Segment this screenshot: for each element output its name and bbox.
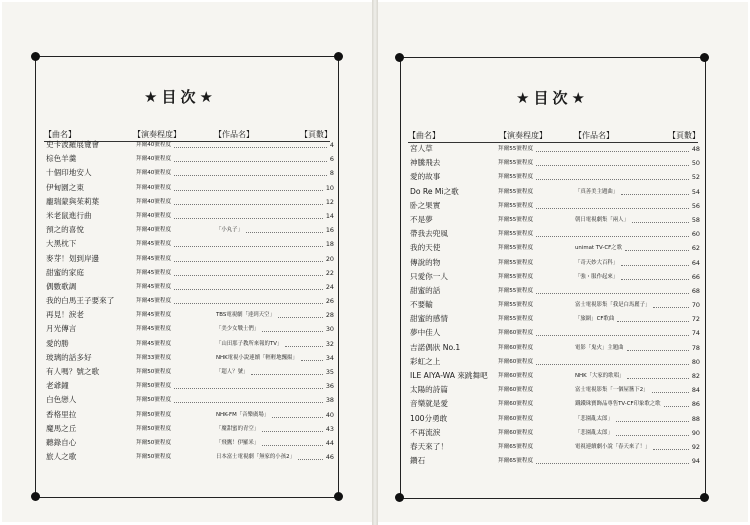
page-number: 34 xyxy=(325,353,334,362)
toc-entry xyxy=(46,337,334,351)
dot-leader xyxy=(536,236,689,237)
song-title: 十個印地安人 xyxy=(46,168,92,178)
play-level: 拜爾33號程度 xyxy=(136,354,172,361)
play-level: 拜爾45號程度 xyxy=(136,326,172,333)
song-title: 甜蜜的感情 xyxy=(410,314,448,324)
page-number: 56 xyxy=(691,201,700,210)
toc-entry xyxy=(46,393,334,407)
song-title: 愛的勝 xyxy=(46,338,69,348)
toc-entry xyxy=(410,256,700,270)
dot-leader xyxy=(174,190,323,191)
page-number: 30 xyxy=(325,325,334,334)
page-number: 80 xyxy=(691,357,700,366)
dot-leader xyxy=(174,204,323,205)
play-level: 拜爾50號程度 xyxy=(136,454,172,461)
toc-title: ★目次★ xyxy=(516,89,589,107)
song-title: 旅人之歌 xyxy=(46,452,77,462)
toc-entry xyxy=(410,156,700,170)
play-level: 拜爾60號程度 xyxy=(498,429,534,436)
page-number: 38 xyxy=(325,396,334,405)
song-title: 帶我去兜風 xyxy=(410,229,448,239)
page-number: 90 xyxy=(691,428,700,437)
dot-leader xyxy=(536,165,689,166)
work-name: 「奇天妙大百科」 xyxy=(575,259,619,266)
dot-leader xyxy=(174,147,327,148)
toc-entry xyxy=(46,280,334,294)
toc-entry xyxy=(46,223,334,237)
play-level: 拜爾45號程度 xyxy=(136,255,172,262)
play-level: 拜爾40號程度 xyxy=(136,212,172,219)
toc-entry xyxy=(410,412,700,426)
play-level: 拜爾45號程度 xyxy=(136,298,172,305)
song-title: 大黑枕下 xyxy=(46,239,77,249)
play-level: 拜爾65號程度 xyxy=(498,458,534,465)
song-title: 鑽石 xyxy=(410,456,426,466)
play-level: 拜爾60號程度 xyxy=(498,358,534,365)
work-name: 「旅網」CF歌曲 xyxy=(575,316,615,323)
toc-entry xyxy=(46,195,334,209)
dot-leader xyxy=(621,279,689,280)
header-work: 【作品名】 xyxy=(214,130,254,139)
toc-entry xyxy=(410,326,700,340)
header-song: 【曲名】 xyxy=(408,131,440,140)
frame-corner-dot xyxy=(700,53,709,62)
page-number: 86 xyxy=(691,400,700,409)
song-title: 香格里拉 xyxy=(46,409,77,419)
toc-entry xyxy=(46,450,334,464)
toc-entry xyxy=(410,270,700,284)
song-title: 愛的故事 xyxy=(410,172,441,182)
play-level: 拜爾45號程度 xyxy=(136,269,172,276)
song-title: 再見！淚老 xyxy=(46,310,84,320)
toc-entry xyxy=(410,170,700,184)
page-number: 6 xyxy=(329,155,334,164)
play-level: 拜爾40號程度 xyxy=(136,142,172,148)
toc-entry xyxy=(46,166,334,180)
song-title: 春天來了！ xyxy=(410,441,448,451)
toc-entry xyxy=(410,341,700,355)
page-number: 35 xyxy=(325,368,334,376)
page-number: 46 xyxy=(325,453,334,462)
dot-leader xyxy=(616,421,689,422)
play-level: 拜爾60號程度 xyxy=(498,415,534,422)
toc-entry xyxy=(410,440,700,454)
song-title: 彩虹之上 xyxy=(410,356,441,366)
dot-leader xyxy=(262,331,323,332)
toc-entry xyxy=(46,322,334,336)
song-title: 棕色羊羹 xyxy=(46,154,77,164)
toc-entry xyxy=(410,241,700,255)
work-name: 「小丸子」 xyxy=(216,227,243,234)
dot-leader xyxy=(536,463,689,464)
dot-leader xyxy=(536,208,689,209)
page-number: 74 xyxy=(691,329,700,338)
dot-leader xyxy=(536,335,689,336)
page-number: 12 xyxy=(325,197,334,206)
play-level: 拜爾45號程度 xyxy=(136,283,172,290)
page-number: 78 xyxy=(691,343,700,352)
frame-corner-dot xyxy=(395,493,404,502)
song-title: 我的天使 xyxy=(410,243,441,253)
dot-leader xyxy=(174,246,323,247)
work-name: TBS電視劇「達到天空」 xyxy=(216,312,275,319)
song-title: 甜蜜的話 xyxy=(410,285,441,295)
page-number: 26 xyxy=(325,297,334,306)
song-title: 神騰飛去 xyxy=(410,158,441,168)
song-title: 伊甸園之東 xyxy=(46,182,84,192)
toc-entry xyxy=(46,152,334,166)
song-title: 甜蜜的家庭 xyxy=(46,267,84,277)
right-page xyxy=(378,2,748,522)
play-level: 拜爾45號程度 xyxy=(136,340,172,347)
left-page xyxy=(2,2,372,522)
play-level: 拜爾40號程度 xyxy=(136,227,172,234)
dot-leader xyxy=(536,364,689,365)
song-title: 不要輸 xyxy=(410,300,433,310)
song-title: Do Re Mi之歌 xyxy=(410,186,459,196)
song-title: 有人嗎？號之歌 xyxy=(46,367,100,376)
page-number: 18 xyxy=(325,240,334,249)
song-title: 太陽的詩篇 xyxy=(410,385,448,395)
page-number: 70 xyxy=(691,301,700,310)
play-level: 拜爾55號程度 xyxy=(498,216,534,223)
song-title: 魔馬之丘 xyxy=(46,423,77,433)
dot-leader xyxy=(653,307,689,308)
dot-leader xyxy=(621,265,689,266)
play-level: 拜爾55號程度 xyxy=(498,302,534,309)
page-number: 14 xyxy=(325,211,334,220)
toc-entry xyxy=(410,199,700,213)
song-title: 麥芽！划到岸邊 xyxy=(46,253,100,263)
play-level: 拜爾50號程度 xyxy=(136,411,172,418)
dot-leader xyxy=(262,445,323,446)
play-level: 拜爾45號程度 xyxy=(136,312,172,319)
page-number: 88 xyxy=(691,414,700,423)
dot-leader xyxy=(174,161,327,162)
dot-leader xyxy=(285,346,323,347)
frame-corner-dot xyxy=(334,492,343,501)
work-name: 朝日電視劇集「兩人」 xyxy=(575,216,629,223)
play-level: 拜爾40號程度 xyxy=(136,156,172,163)
dot-leader xyxy=(272,417,323,418)
play-level: 拜爾60號程度 xyxy=(498,401,534,408)
dot-leader xyxy=(536,151,689,152)
toc-entry xyxy=(410,298,700,312)
toc-entry xyxy=(410,397,700,411)
toc-entry xyxy=(46,209,334,223)
frame-corner-dot xyxy=(334,52,343,61)
play-level: 拜爾65號程度 xyxy=(498,443,534,450)
toc-entry xyxy=(410,383,700,397)
toc-entry xyxy=(410,185,700,199)
work-name: 鐵鐵珠寶飾品專售TV-CF印象歌之歌 xyxy=(575,401,661,408)
toc-entry xyxy=(46,181,334,195)
dot-leader xyxy=(298,459,323,460)
song-title: 月光傳言 xyxy=(46,324,77,334)
work-name: unimat TV-CF之歌 xyxy=(575,245,622,252)
play-level: 拜爾60號程度 xyxy=(498,330,534,337)
page-number: 68 xyxy=(691,286,700,295)
toc-entry xyxy=(410,426,700,440)
page-number: 84 xyxy=(691,386,700,395)
dot-leader xyxy=(536,293,689,294)
dot-leader xyxy=(653,449,689,450)
song-title: 史卡波羅展覽會 xyxy=(46,140,100,149)
song-title: 白色戀人 xyxy=(46,395,77,405)
page-number: 20 xyxy=(325,254,334,263)
song-title: ILE AIYA-WA 來跳舞吧 xyxy=(410,371,488,380)
toc-entry xyxy=(410,284,700,298)
toc-entry xyxy=(46,308,334,322)
work-name: 「美少女戰士們」 xyxy=(216,326,260,333)
dot-leader xyxy=(174,289,323,290)
dot-leader xyxy=(251,374,323,375)
toc-entry xyxy=(410,142,700,156)
dot-leader xyxy=(278,317,323,318)
song-title: 夢中佳人 xyxy=(410,328,441,338)
page-number: 48 xyxy=(691,145,700,153)
toc-entry xyxy=(410,213,700,227)
work-name: 電視連續劇小說「春天來了！」 xyxy=(575,443,651,450)
page-number: 4 xyxy=(329,141,334,149)
dot-leader xyxy=(621,194,689,195)
work-name: 「魔甜蜜的青空」 xyxy=(216,425,260,432)
toc-entry xyxy=(46,237,334,251)
dot-leader xyxy=(174,261,323,262)
play-level: 拜爾50號程度 xyxy=(136,425,172,432)
song-title: 米老鼠進行曲 xyxy=(46,210,92,220)
page-number: 10 xyxy=(325,183,334,192)
toc-entry xyxy=(410,312,700,326)
dot-leader xyxy=(174,275,323,276)
frame-corner-dot xyxy=(31,52,40,61)
dot-leader xyxy=(616,435,689,436)
play-level: 拜爾55號程度 xyxy=(498,202,534,209)
dot-leader xyxy=(664,406,689,407)
work-name: 「悲園亂太郎」 xyxy=(575,429,613,436)
page-number: 8 xyxy=(329,169,334,178)
play-level: 拜爾55號程度 xyxy=(498,259,534,266)
work-name: 「強・服作起來」 xyxy=(575,273,619,280)
work-name: 「山田那子教所來報的TV」 xyxy=(216,340,283,347)
dot-leader xyxy=(632,222,689,223)
song-title: 偶數歌調 xyxy=(46,281,77,291)
work-name: 「悲園亂太郎」 xyxy=(575,415,613,422)
song-title: 不再流淚 xyxy=(410,427,441,437)
toc-entry xyxy=(410,227,700,241)
dot-leader xyxy=(174,402,323,403)
song-title: 龐瑞蒙與茱莉葉 xyxy=(46,196,100,206)
play-level: 拜爾60號程度 xyxy=(498,344,534,351)
play-level: 拜爾55號程度 xyxy=(498,146,534,152)
song-title: 預之的喜悅 xyxy=(46,225,84,235)
toc-entry xyxy=(46,436,334,450)
song-title: 卧之果實 xyxy=(410,200,441,210)
play-level: 拜爾40號程度 xyxy=(136,184,172,191)
work-name: NHK電視小說連續「輕輕地飄揚」 xyxy=(216,354,298,361)
page-number: 92 xyxy=(691,442,700,451)
frame-corner-dot xyxy=(395,53,404,62)
song-title: 不是夢 xyxy=(410,214,433,224)
page-number: 32 xyxy=(325,339,334,348)
frame-corner-dot xyxy=(700,493,709,502)
play-level: 拜爾40號程度 xyxy=(136,198,172,205)
page-number: 54 xyxy=(691,187,700,196)
toc-entry xyxy=(46,138,334,152)
page-number: 24 xyxy=(325,282,334,291)
dot-leader xyxy=(262,431,323,432)
toc-entry xyxy=(410,355,700,369)
page-number: 62 xyxy=(691,244,700,253)
play-level: 拜爾50號程度 xyxy=(136,369,172,375)
header-level: 【演奏程度】 xyxy=(133,130,181,139)
song-title: 吉諾偶狀 No.1 xyxy=(410,342,461,352)
dot-leader xyxy=(625,250,689,251)
play-level: 拜爾60號程度 xyxy=(498,387,534,394)
play-level: 拜爾50號程度 xyxy=(136,397,172,404)
dot-leader xyxy=(246,232,323,233)
dot-leader xyxy=(174,175,327,176)
toc-entry xyxy=(46,422,334,436)
page-number: 36 xyxy=(325,382,334,391)
dot-leader xyxy=(174,218,323,219)
work-name: 「真善美主題曲」 xyxy=(575,188,619,195)
page-number: 43 xyxy=(325,424,334,433)
dot-leader xyxy=(627,350,689,351)
play-level: 拜爾55號程度 xyxy=(498,188,534,195)
song-title: 我的白馬王子要來了 xyxy=(46,296,115,306)
work-name: 「超人？號」 xyxy=(216,369,249,375)
toc-entry xyxy=(46,294,334,308)
toc-entry xyxy=(46,266,334,280)
page-number: 72 xyxy=(691,315,700,324)
page-number: 44 xyxy=(325,438,334,447)
play-level: 拜爾55號程度 xyxy=(498,316,534,323)
header-page: 【頁數】 xyxy=(300,130,332,139)
header-level: 【演奏程度】 xyxy=(499,131,547,140)
song-title: 老爺鐘 xyxy=(46,381,69,391)
play-level: 拜爾55號程度 xyxy=(498,273,534,280)
page-number: 94 xyxy=(691,457,700,466)
toc-entry xyxy=(410,369,700,383)
play-level: 拜爾45號程度 xyxy=(136,241,172,248)
page-number: 82 xyxy=(691,372,700,380)
song-title: 音樂就是愛 xyxy=(410,399,448,409)
frame-corner-dot xyxy=(31,492,40,501)
page-number: 50 xyxy=(691,159,700,168)
play-level: 拜爾40號程度 xyxy=(136,170,172,177)
song-title: 100分勇敢 xyxy=(410,413,448,423)
work-name: 富士電視影集「一個屋簷下2」 xyxy=(575,387,649,394)
page-number: 40 xyxy=(325,410,334,419)
page-number: 64 xyxy=(691,258,700,267)
work-name: NHK-FM「音樂廣場」 xyxy=(216,411,270,418)
toc-list-left xyxy=(46,138,334,464)
toc-entry xyxy=(46,365,334,379)
page-number: 28 xyxy=(325,311,334,320)
page-number: 16 xyxy=(325,226,334,235)
song-title: 聽錄自心 xyxy=(46,437,77,447)
play-level: 拜爾55號程度 xyxy=(498,287,534,294)
dot-leader xyxy=(301,360,323,361)
dot-leader xyxy=(652,392,689,393)
play-level: 拜爾55號程度 xyxy=(498,160,534,167)
dot-leader xyxy=(536,179,689,180)
work-name: 富士電視影集「我是白馬麗子」 xyxy=(575,302,651,309)
play-level: 拜爾50號程度 xyxy=(136,383,172,390)
toc-entry xyxy=(410,454,700,468)
toc-entry xyxy=(46,252,334,266)
page-number: 52 xyxy=(691,173,700,182)
dot-leader xyxy=(627,378,689,379)
dot-leader xyxy=(617,321,689,322)
play-level: 拜爾60號程度 xyxy=(498,373,534,379)
page-number: 60 xyxy=(691,230,700,239)
toc-entry xyxy=(46,351,334,365)
work-name: 電影「鬼火」主題曲 xyxy=(575,344,624,351)
work-name: 「飛鷹！伊羅米」 xyxy=(216,439,260,446)
song-title: 玻璃的話多好 xyxy=(46,352,92,362)
work-name: NHK「大家的歌唱」 xyxy=(575,373,625,379)
toc-list-right xyxy=(410,142,700,468)
play-level: 拜爾50號程度 xyxy=(136,439,172,446)
play-level: 拜爾55號程度 xyxy=(498,231,534,238)
toc-entry xyxy=(46,379,334,393)
toc-entry xyxy=(46,408,334,422)
toc-title: ★目次★ xyxy=(144,88,217,106)
play-level: 拜爾55號程度 xyxy=(498,245,534,252)
work-name: 日本富士電視劇「無家的小孩2」 xyxy=(216,454,295,461)
dot-leader xyxy=(174,303,323,304)
song-title: 只愛你一人 xyxy=(410,271,448,281)
header-song: 【曲名】 xyxy=(44,130,76,139)
song-title: 宮人草 xyxy=(410,144,433,153)
page-number: 58 xyxy=(691,215,700,224)
header-work: 【作品名】 xyxy=(574,131,614,140)
page-number: 22 xyxy=(325,268,334,277)
song-title: 傳說的物 xyxy=(410,257,441,267)
play-level: 拜爾55號程度 xyxy=(498,174,534,181)
page-number: 66 xyxy=(691,272,700,281)
dot-leader xyxy=(174,388,323,389)
header-page: 【頁數】 xyxy=(668,131,700,140)
